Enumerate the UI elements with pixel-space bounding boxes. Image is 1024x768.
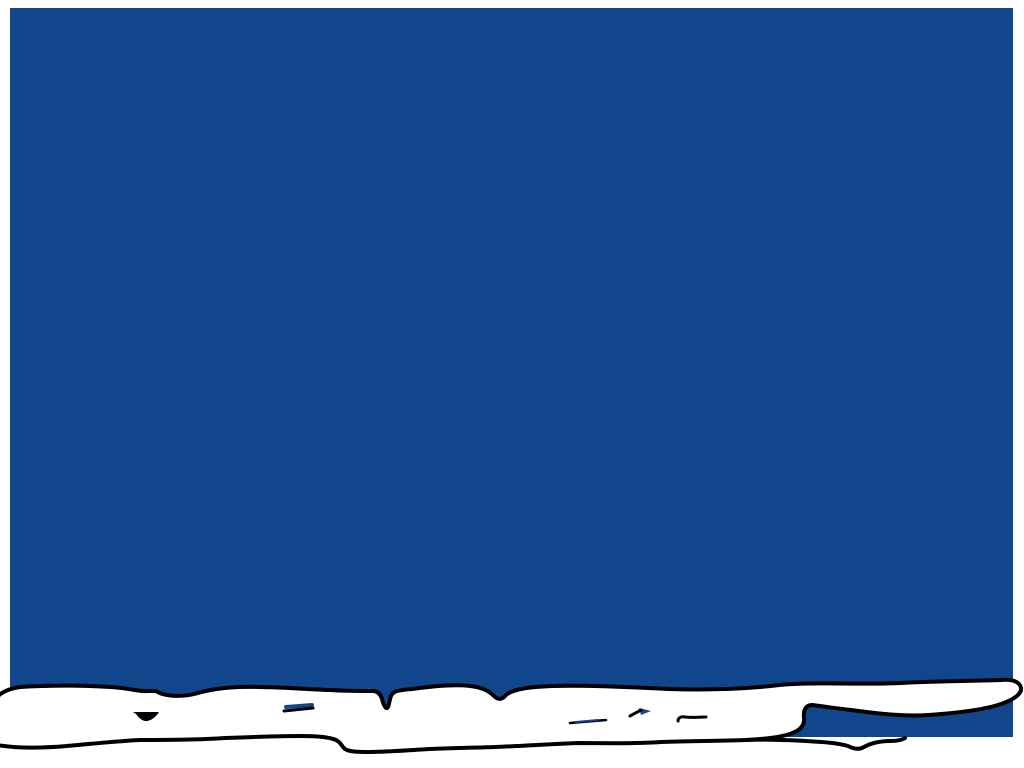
blue-field <box>10 8 1013 737</box>
scribble-underline-stroke <box>746 738 905 749</box>
blue-dash-mark <box>286 705 312 707</box>
